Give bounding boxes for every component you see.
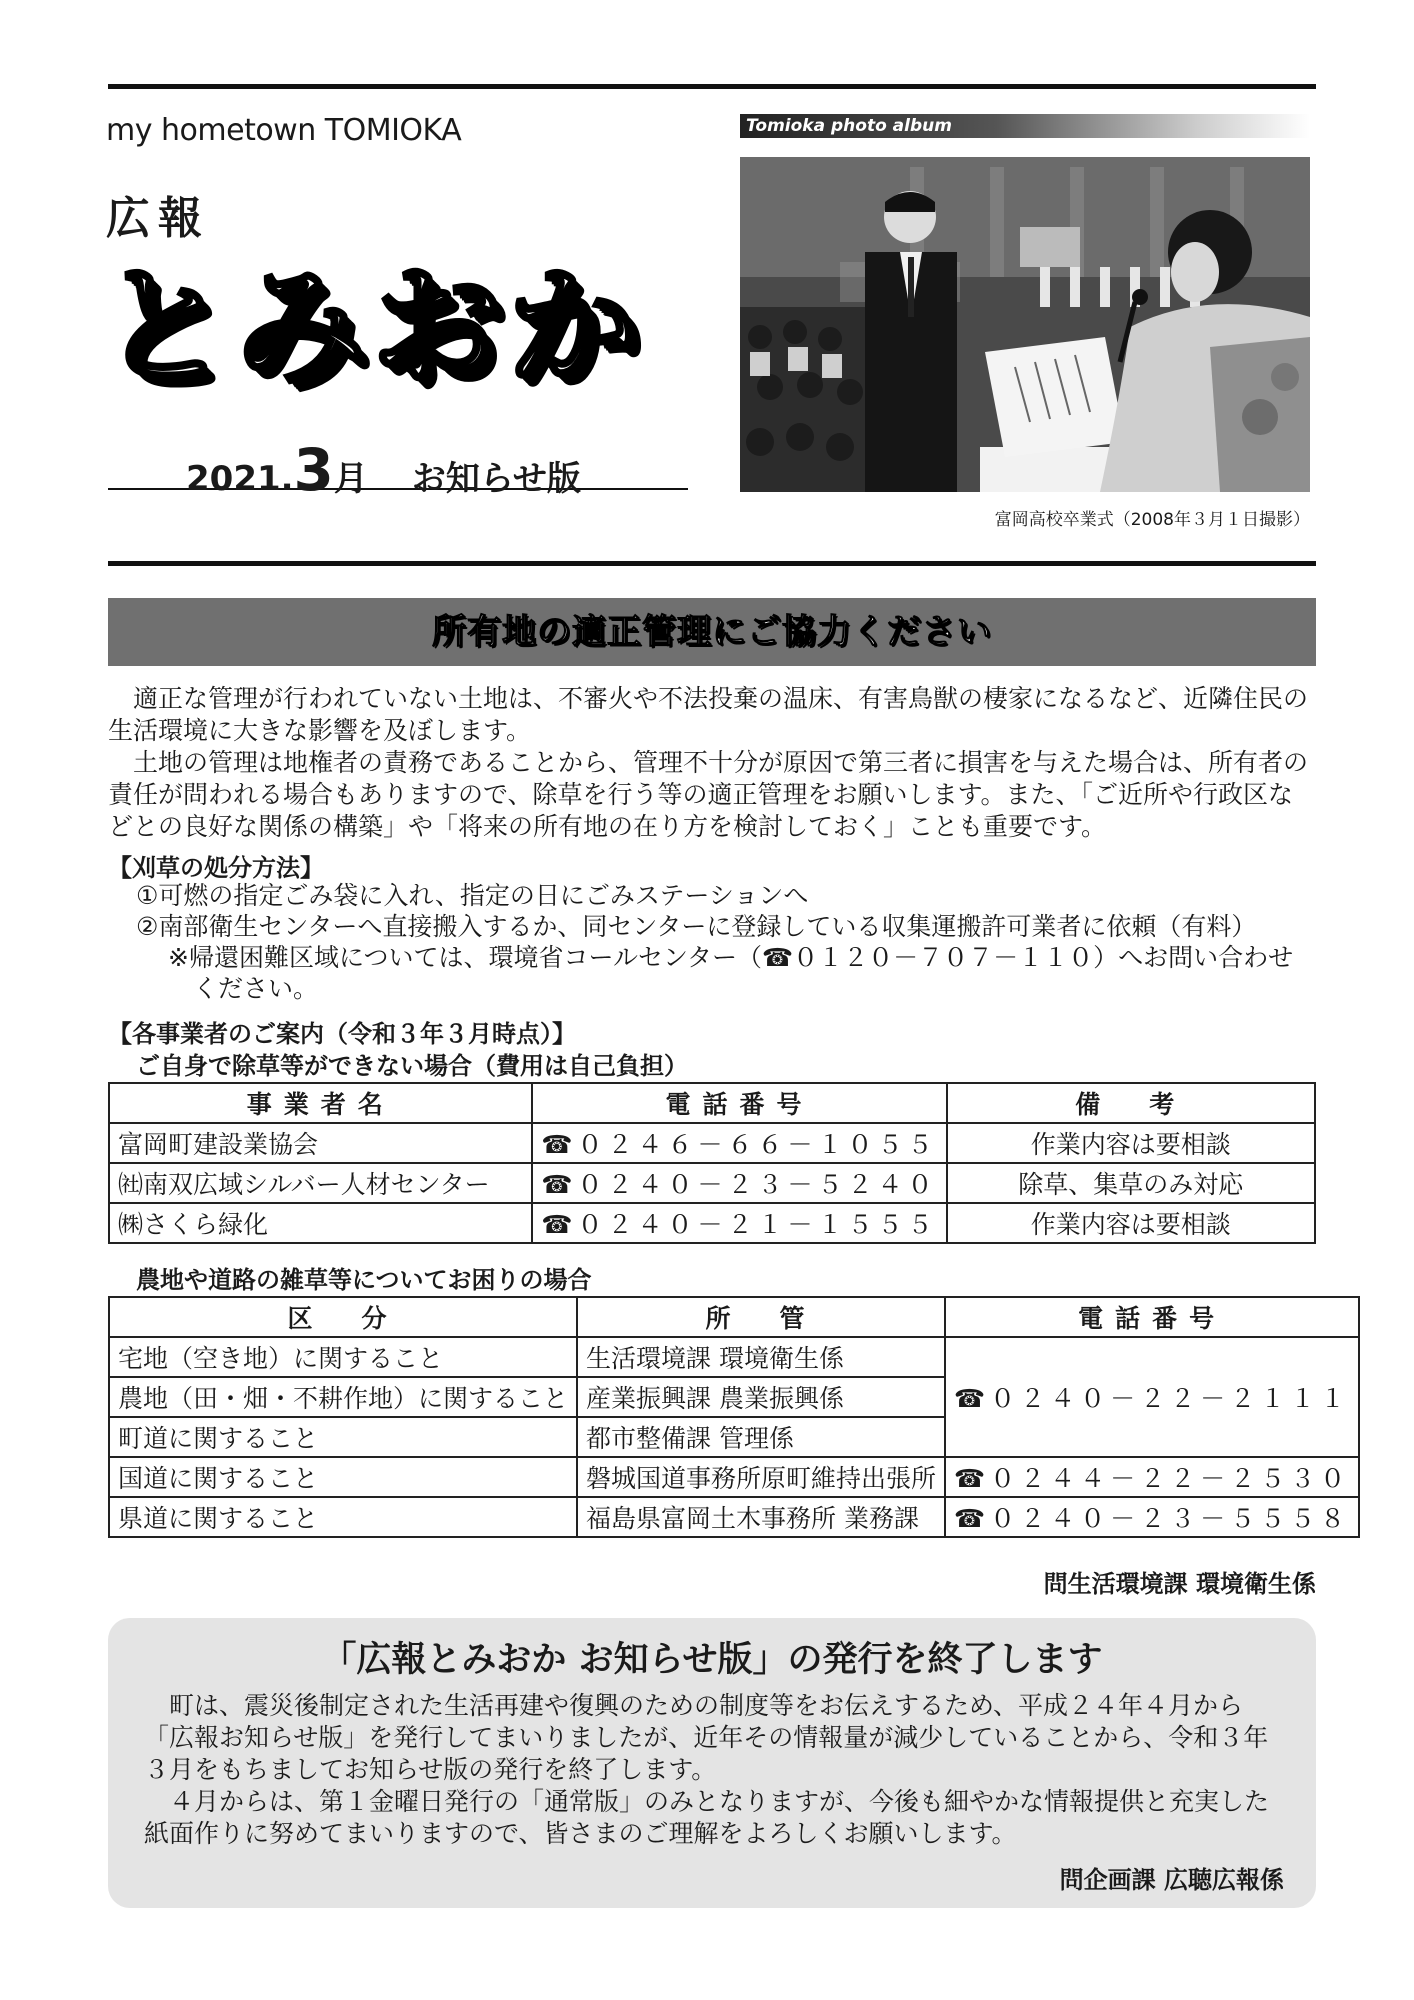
contact-environment: 問生活環境課 環境衛生係 <box>1043 1570 1316 1598</box>
business-heading: 【各事業者のご案内（令和３年３月時点）】 <box>108 1020 576 1048</box>
jurisdiction: 磐城国道事務所原町維持出張所 <box>577 1457 945 1497</box>
column-header: 電話番号 <box>945 1297 1359 1337</box>
farm-road-subheading: 農地や道路の雑草等についてお困りの場合 <box>136 1266 592 1294</box>
contact-planning: 問企画課 広聴広報係 <box>1059 1866 1284 1894</box>
remarks: 作業内容は要相談 <box>947 1123 1315 1163</box>
category: 県道に関すること <box>109 1497 577 1537</box>
intro-paragraph: 適正な管理が行われていない土地は、不審火や不法投棄の温床、有害鳥獣の棲家になるなど、近隣住民の生活環境に大きな影響を及ぼします。 <box>108 684 1309 745</box>
masthead-bottom-rule <box>108 561 1316 566</box>
business-name: 富岡町建設業協会 <box>109 1123 532 1163</box>
section-header-land-management: 所有地の適正管理にご協力ください <box>108 598 1316 666</box>
jurisdiction: 福島県富岡土木事務所 業務課 <box>577 1497 945 1537</box>
column-header: 電話番号 <box>532 1083 946 1123</box>
jurisdiction: 生活環境課 環境衛生係 <box>577 1337 945 1377</box>
category: 農地（田・畑・不耕作地）に関すること <box>109 1377 577 1417</box>
table-row <box>109 1203 1315 1243</box>
table-row <box>109 1163 1315 1203</box>
notice-title: 「広報とみおか お知らせ版」の発行を終了します <box>321 1640 1103 1680</box>
top-rule <box>108 84 1316 89</box>
table-header-row <box>109 1083 1315 1123</box>
business-name: ㈱さくら緑化 <box>109 1203 532 1243</box>
publication-title: とみおか <box>100 251 645 403</box>
shared-phone-number: ☎０２４０－２２－２１１１ <box>945 1337 1359 1457</box>
notice-body <box>144 1690 1284 1850</box>
category: 国道に関すること <box>109 1457 577 1497</box>
notice-paragraph: 町は、震災後制定された生活再建や復興のための制度等をお伝えするため、平成２４年４月から「広報お知らせ版」を発行してまいりましたが、近年その情報量が減少していることから、令和３年３月をもちましてお知らせ版の発行を終了します。 <box>144 1691 1269 1784</box>
graduation-photo <box>740 157 1310 492</box>
disposal-list <box>136 880 1316 1004</box>
phone-number: ☎０２４６－６６－１０５５ <box>532 1123 946 1163</box>
issue-year: 2021. <box>186 459 294 499</box>
list-item: ①可燃の指定ごみ袋に入れ、指定の日にごみステーションへ <box>136 881 809 910</box>
intro-paragraph: 土地の管理は地権者の責務であることから、管理不十分が原因で第三者に損害を与えた場合は、所有者の責任が問われる場合もありますので、除草を行う等の適正管理をお願いします。また、「ご近所や行政区などとの良好な関係の構築」や「将来の所有地の在り方を検討しておく」ことも重要です。 <box>108 748 1309 841</box>
remarks: 作業内容は要相談 <box>947 1203 1315 1243</box>
disposal-note: ※帰還困難区域については、環境省コールセンター（☎０１２０－７０７－１１０）へお問い合わせください。 <box>168 943 1294 1003</box>
column-header: 所 管 <box>577 1297 945 1337</box>
phone-number: ☎０２４４－２２－２５３０ <box>945 1457 1359 1497</box>
table-header-row <box>109 1297 1359 1337</box>
series-name: my hometown TOMIOKA <box>106 113 462 148</box>
jurisdiction: 産業振興課 農業振興係 <box>577 1377 945 1417</box>
notice-paragraph: ４月からは、第１金曜日発行の「通常版」のみとなりますが、今後も細やかな情報提供と充実した紙面作りに努めてまいりますので、皆さまのご理解をよろしくお願いします。 <box>144 1787 1270 1848</box>
album-label: Tomioka photo album <box>746 116 952 136</box>
remarks: 除草、集草のみ対応 <box>947 1163 1315 1203</box>
phone-number: ☎０２４０－２３－５２４０ <box>532 1163 946 1203</box>
disposal-heading: 【刈草の処分方法】 <box>108 854 324 882</box>
list-item: ②南部衛生センターへ直接搬入するか、同センターに登録している収集運搬許可業者に依頼（有料） <box>136 912 1257 941</box>
business-subheading: ご自身で除草等ができない場合（費用は自己負担） <box>136 1052 688 1080</box>
business-table <box>108 1082 1316 1244</box>
issue-month-unit: 月 <box>333 459 368 499</box>
publication-kouhou: 広報 <box>106 193 210 244</box>
table-row <box>109 1337 1359 1377</box>
category: 宅地（空き地）に関すること <box>109 1337 577 1377</box>
jurisdiction: 都市整備課 管理係 <box>577 1417 945 1457</box>
graduation-photo-illustration <box>740 157 1310 492</box>
jurisdiction-table <box>108 1296 1360 1538</box>
table-row <box>109 1497 1359 1537</box>
column-header: 事業者名 <box>109 1083 532 1123</box>
table-row <box>109 1123 1315 1163</box>
phone-number: ☎０２４０－２１－１５５５ <box>532 1203 946 1243</box>
phone-number: ☎０２４０－２３－５５５８ <box>945 1497 1359 1537</box>
issue-month: 3 <box>293 436 334 504</box>
issue-date <box>186 436 581 504</box>
edition-label: お知らせ版 <box>411 459 581 499</box>
table-row <box>109 1457 1359 1497</box>
business-name: ㈳南双広域シルバー人材センター <box>109 1163 532 1203</box>
category: 町道に関すること <box>109 1417 577 1457</box>
photo-caption: 富岡高校卒業式（2008年３月１日撮影） <box>994 510 1310 530</box>
column-header: 備 考 <box>947 1083 1315 1123</box>
land-management-intro <box>108 683 1316 843</box>
column-header: 区 分 <box>109 1297 577 1337</box>
